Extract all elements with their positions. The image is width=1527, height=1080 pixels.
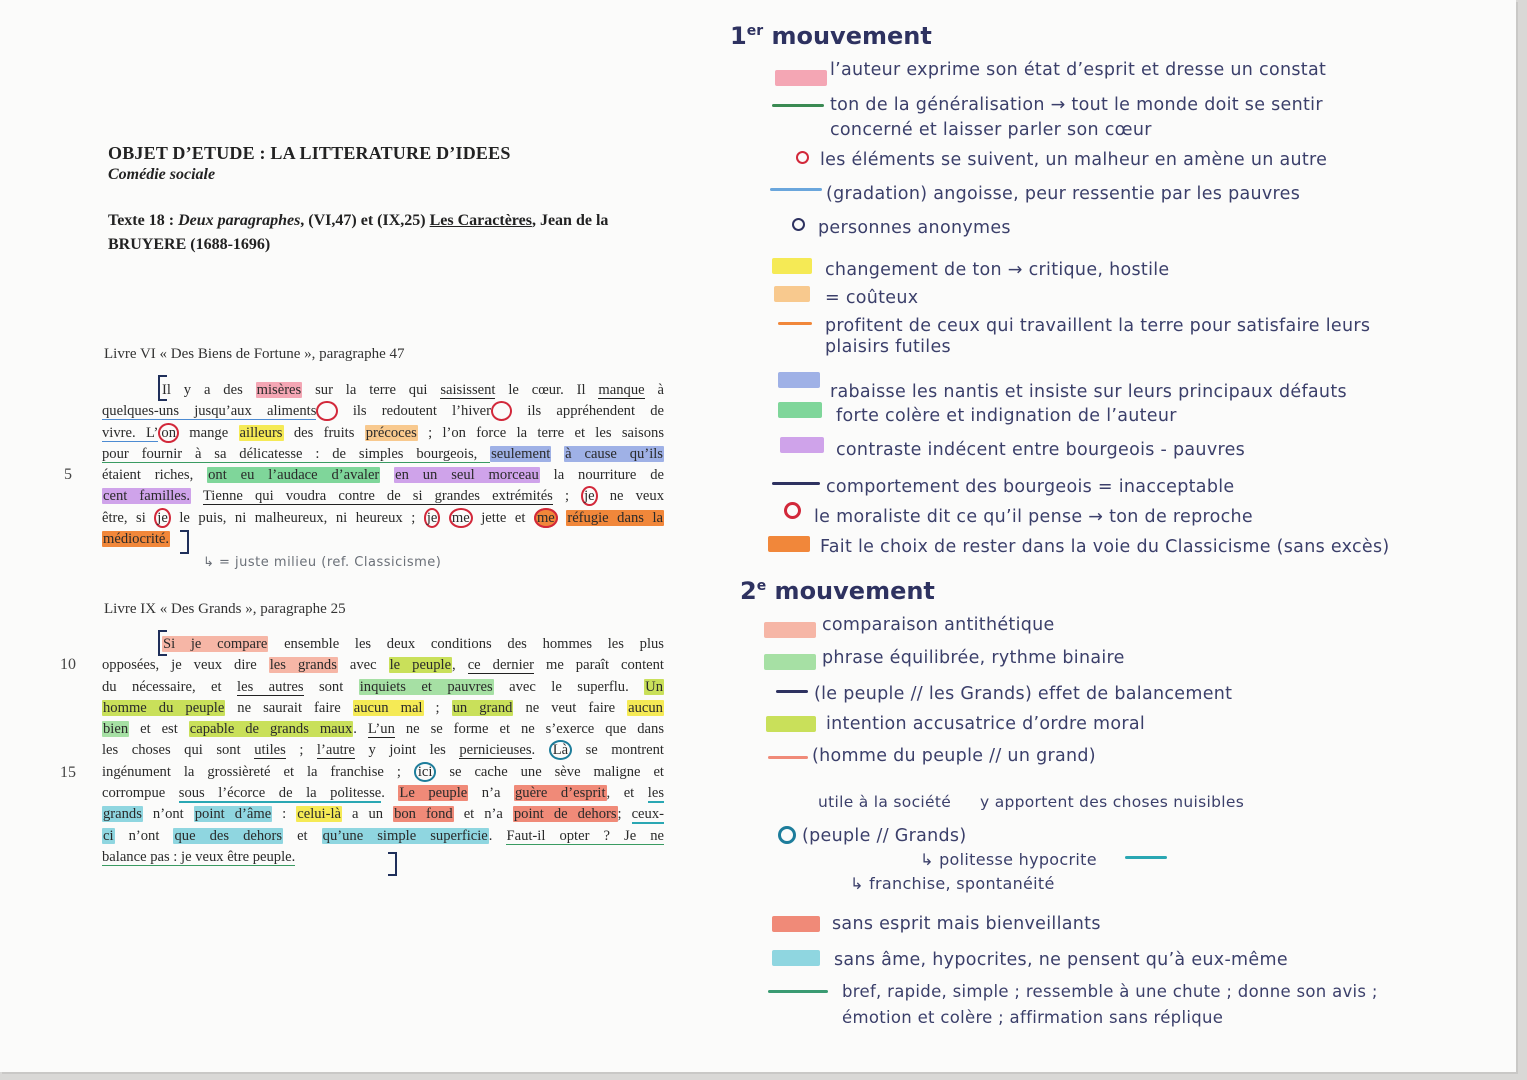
close-bracket-2 <box>388 852 397 876</box>
orange-swatch <box>768 536 810 552</box>
p1-line-2: quelques-uns jusqu’aux aliments ils redoutent l’hiver ils appréhendent de <box>102 403 664 420</box>
yellow-swatch <box>772 258 812 274</box>
note-25: ↳ politesse hypocrite <box>920 850 1097 869</box>
blue-swatch <box>778 372 820 388</box>
p1-line-3: vivre. L’ on mange ailleurs des fruits précoces ; l’on force la terre et les saisons <box>102 424 665 441</box>
green-line-swatch <box>772 104 824 107</box>
green-swatch <box>778 402 822 418</box>
line-number-5: 5 <box>64 466 72 483</box>
salmon-line-swatch <box>768 756 808 759</box>
note-14: comportement des bourgeois = inacceptable <box>826 477 1235 497</box>
line-number-15: 15 <box>60 764 76 781</box>
note-9: profitent de ceux qui travaillent la terre pour satisfaire leurs <box>825 316 1371 336</box>
objet-title: OBJET D’ETUDE : LA LITTERATURE D’IDEES <box>108 143 511 163</box>
mouvement-2-heading: 2e mouvement <box>740 577 935 605</box>
p2-line-9: grands n’ont point d’âme : celui-là a un bon fond et n’a point de dehors; ceux- <box>103 806 664 823</box>
note-23: y apportent des choses nuisibles <box>980 793 1245 811</box>
note-24: (peuple // Grands) <box>802 826 967 846</box>
juste-milieu-note: ↳ = juste milieu (ref. Classicisme) <box>203 555 442 570</box>
paragraph-livre6 <box>102 380 664 550</box>
p1-line-4: pour fournir à sa délicatesse : de simples bourgeois, seulement à cause qu’ils <box>102 445 663 462</box>
note-10: plaisirs futiles <box>825 337 951 357</box>
note-29: bref, rapide, simple ; ressemble à une chute ; donne son avis ; <box>842 982 1378 1001</box>
red-ring-swatch-2 <box>784 502 801 519</box>
lime-swatch <box>766 716 816 732</box>
red-swatch <box>772 916 820 932</box>
livre6-title: Livre VI « Des Biens de Fortune », paragraphe 47 <box>104 346 405 362</box>
red-ring-swatch <box>796 151 809 164</box>
pink-swatch <box>775 70 827 86</box>
p2-line-2: opposées, je veux dire les grands avec le peuple, ce dernier me paraît content <box>102 657 664 674</box>
note-28: sans âme, hypocrites, ne pensent qu’à eux-même <box>834 950 1288 970</box>
objet-subtitle: Comédie sociale <box>108 166 216 183</box>
note-27: sans esprit mais bienveillants <box>832 914 1101 934</box>
dark-ring-swatch <box>792 218 805 231</box>
note-16: Fait le choix de rester dans la voie du Classicisme (sans excès) <box>820 537 1390 557</box>
dark-line-swatch-2 <box>776 690 808 693</box>
p2-line-8: corrompue sous l’écorce de la politesse. Le peuple n’a guère d’esprit, et les <box>102 785 664 802</box>
note-7: changement de ton → critique, hostile <box>825 260 1170 280</box>
blue-line-swatch <box>770 188 822 191</box>
p2-line-11: balance pas : je veux être peuple. <box>102 848 296 865</box>
note-6: personnes anonymes <box>818 218 1011 238</box>
salmon-swatch <box>764 622 816 638</box>
note-26: ↳ franchise, spontanéité <box>850 874 1055 893</box>
p2-line-4: homme du peuple ne saurait faire aucun mal ; un grand ne veut faire aucun <box>103 699 663 716</box>
p2-line-1: Si je compare ensemble les deux conditions des hommes les plus <box>163 636 664 652</box>
mouvement-1-heading: 1er mouvement <box>730 22 932 50</box>
note-8: = coûteux <box>825 288 919 308</box>
p1-line-8: médiocrité. <box>103 531 170 548</box>
notes-column <box>730 0 1510 1072</box>
note-5: (gradation) angoisse, peur ressentie par les pauvres <box>826 184 1301 204</box>
note-20: intention accusatrice d’ordre moral <box>826 714 1146 734</box>
p1-line-6: cent familles. Tienne qui voudra contre de si grandes extrémités ; je ne veux <box>103 488 664 505</box>
note-13: contraste indécent entre bourgeois - pauvres <box>836 440 1246 460</box>
note-3: concerné et laisser parler son cœur <box>830 120 1152 140</box>
p2-line-5: bien et est capable de grands maux. L’un ne se forme et ne s’exerce que dans <box>103 721 664 738</box>
p2-line-10: ci n’ont que des dehors et qu’une simple superficie. Faut-il opter ? Je ne <box>103 827 664 844</box>
note-30: émotion et colère ; affirmation sans réplique <box>842 1008 1224 1027</box>
p2-line-6: les choses qui sont utiles ; l’autre y joint les pernicieuses. Là se montrent <box>102 742 664 759</box>
note-4: les éléments se suivent, un malheur en amène un autre <box>820 150 1328 170</box>
paragraph-livre9 <box>102 634 664 868</box>
p1-line-1: Il y a des misères sur la terre qui saisissent le cœur. Il manque à <box>162 382 664 398</box>
peach-swatch <box>774 286 810 302</box>
teal-green-line-swatch <box>768 990 828 993</box>
teal-swatch <box>772 950 820 966</box>
note-19: (le peuple // les Grands) effet de balancement <box>814 684 1233 704</box>
p1-line-5: étaient riches, ont eu l’audace d’avaler en un seul morceau la nourriture de <box>102 467 665 484</box>
teal-line-mark <box>1125 856 1167 859</box>
blue-ring-swatch <box>778 826 796 844</box>
orange-line-swatch <box>778 322 812 325</box>
p2-line-7: ingénument la grossièreté et la franchise ; ici se cache une sève maligne et <box>102 763 664 780</box>
light-green-swatch <box>764 654 816 670</box>
close-bracket-1 <box>180 530 189 554</box>
note-2: ton de la généralisation → tout le monde doit se sentir <box>830 95 1323 115</box>
note-22: utile à la société <box>818 793 952 811</box>
livre9-title: Livre IX « Des Grands », paragraphe 25 <box>104 601 346 617</box>
note-18: phrase équilibrée, rythme binaire <box>822 648 1125 668</box>
dark-line-swatch <box>772 482 820 485</box>
note-1: l’auteur exprime son état d’esprit et dresse un constat <box>830 60 1327 80</box>
violet-swatch <box>780 437 824 453</box>
line-number-10: 10 <box>60 656 76 673</box>
texte-heading: Texte 18 : Deux paragraphes, (VI,47) et (IX,25) Les Caractères, Jean de la BRUYERE (1688-1696) <box>108 212 609 253</box>
p1-line-7: être, si je le puis, ni malheureux, ni heureux ; je me jette et me réfugie dans la <box>102 509 663 526</box>
note-21: (homme du peuple // un grand) <box>812 746 1096 766</box>
note-11: rabaisse les nantis et insiste sur leurs principaux défauts <box>830 382 1347 402</box>
note-15: le moraliste dit ce qu’il pense → ton de reproche <box>814 507 1253 527</box>
p2-line-3: du nécessaire, et les autres sont inquiets et pauvres avec le superflu. Un <box>102 678 664 695</box>
note-17: comparaison antithétique <box>822 615 1055 635</box>
note-12: forte colère et indignation de l’auteur <box>836 406 1177 426</box>
